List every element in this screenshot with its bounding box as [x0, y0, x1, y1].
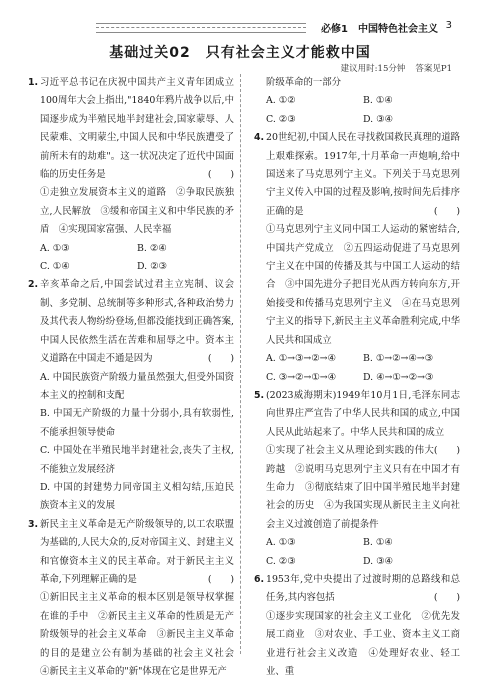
page-header [28, 20, 452, 36]
option-b[interactable]: B. ①④ [363, 95, 393, 107]
question-items: ①走独立发展资本主义的道路 ②争取民族独立,人民解放 ③缓和帝国主义和中华民族的矛盾 ④实现国家富强、人民幸福 [40, 187, 234, 236]
option-b[interactable]: B. ②④ [137, 242, 167, 254]
options [40, 240, 234, 277]
question-items: ①逐步实现国家的社会主义工业化 ②优先发展工商业 ③对农业、手工业、资本主义工商业进行社会主义改造 ④处理好农业、轻工业、重 [266, 610, 460, 677]
column-divider [240, 74, 241, 654]
option-a[interactable]: A. 中国民族资产阶级力量虽然强大,但受外国资本主义的控制和支配 [40, 371, 234, 401]
question-stem: 新民主主义革命是无产阶级领导的,以工农联盟为基础的,人民大众的,反对帝国主义、封建主义和官僚资本主义的民主革命。对于新民主主义革命,下列理解正确的是 [40, 518, 234, 585]
question-stem: (2023威海期末)1949年10月1日,毛泽东同志向世界庄严宣告了中华人民共和国的成立,中国人民从此站起来了。中华人民共和国的成立 [266, 389, 460, 438]
option-d[interactable]: D. ②③ [137, 261, 167, 273]
answer-paren: ( ) [433, 592, 460, 604]
answer-paren: ( ) [207, 169, 234, 181]
answer-reference: 答案见P1 [415, 64, 452, 74]
question-stem: 习近平总书记在庆祝中国共产主义青年团成立100周年大会上指出,"1840年鸦片战争以后,中国逐步成为半殖民地半封建社会,国家蒙辱、人民蒙难、文明蒙尘,中国人民和中华民族遭受了前所未有的劫难"。这一状况决定了近代中国面临的历史任务是 [40, 77, 234, 181]
question-3 [28, 516, 244, 681]
answer-paren: ( ) [433, 205, 460, 217]
meta-line [341, 62, 452, 74]
option-c[interactable]: C. ①④ [40, 261, 70, 273]
option-c[interactable]: C. ②③ [266, 555, 296, 567]
option-d[interactable]: D. ③④ [363, 113, 393, 125]
header-rule [96, 23, 306, 33]
option-b[interactable]: B. ①→②→④→③ [363, 353, 434, 365]
question-6 [254, 571, 460, 681]
question-number: 5. [254, 389, 265, 401]
question-number: 6. [254, 573, 265, 585]
header-section: 必修1 中国特色社会主义 [321, 24, 438, 35]
answer-paren: ( ) [207, 353, 234, 365]
option-c[interactable]: C. ③→②→①→④ [266, 371, 336, 383]
question-items: ①实现了社会主义从理论到实践的伟大跨越 ②说明马克思列宁主义只有在中国才有生命力 ③彻底结束了旧中国半殖民地半封建社会的历史 ④为我国实现从新民主主义向社会主义过渡创造了前提条件 [266, 445, 460, 530]
option-c[interactable]: C. ②③ [266, 113, 296, 125]
page-number: 3 [445, 20, 452, 31]
question-number: 3. [28, 518, 39, 530]
options [266, 350, 460, 387]
question-items: ①新旧民主主义革命的根本区别是领导权掌握在谁的手中 ②新民主主义革命的性质是无产阶级领导的社会主义革命 ③新民主主义革命的目的是建立公有制为基础的社会主义社会 ④新民主主义革命的"新"体现在它是世界无产 [40, 592, 244, 677]
question-stem: 辛亥革命之后,中国尝试过君主立宪制、议会制、多党制、总统制等多种形式,各种政治势力及其代表人物纷纷登场,但都没能找到正确答案,中国人民依然生活在苦难和屈辱之中。资本主义道路在中国走不通是因为 [40, 279, 234, 365]
option-d[interactable]: D. ③④ [363, 555, 393, 567]
question-stem: 20世纪初,中国人民在寻找救国救民真理的道路上艰难探索。1917年,十月革命一声炮响,给中国送来了马克思列宁主义。下列关于马克思列宁主义传入中国的过程及影响,按时间先后排序正确的是 [266, 132, 460, 217]
left-column [28, 74, 244, 681]
option-a[interactable]: A. ①→③→②→④ [266, 353, 336, 365]
question-items: ①马克思列宁主义同中国工人运动的紧密结合,中国共产党成立 ②五四运动促进了马克思列宁主义在中国的传播及其与中国工人运动的结合 ③中国先进分子把目光从西方转向东方,开始接受和传播马克思列宁主义 ④在马克思列宁主义的指导下,新民主主义革命胜利完成,中华人民共和国成立 [266, 224, 460, 346]
right-column [254, 74, 460, 681]
option-c[interactable]: C. 中国处在半殖民地半封建社会,丧失了主权,不能独立发展经济 [40, 445, 234, 475]
options [266, 92, 460, 129]
question-number: 2. [28, 279, 39, 291]
suggested-time: 建议用时:15分钟 [340, 64, 406, 74]
question-items-continued: 阶级革命的一部分 [266, 77, 342, 88]
question-stem: 1953年,党中央提出了过渡时期的总路线和总任务,其内容包括 [266, 573, 460, 604]
option-a[interactable]: A. ①③ [266, 537, 296, 549]
page-title: 基础过关02 只有社会主义才能救中国 [109, 45, 371, 61]
question-5 [254, 387, 460, 571]
option-b[interactable]: B. ①④ [363, 537, 393, 549]
question-number: 4. [254, 132, 265, 144]
question-3-continued [254, 74, 460, 129]
option-d[interactable]: D. 中国的封建势力同帝国主义相勾结,压迫民族资本主义的发展 [40, 481, 234, 512]
question-2 [28, 276, 234, 515]
option-d[interactable]: D. ④→①→②→③ [363, 371, 434, 383]
question-number: 1. [28, 77, 39, 88]
option-a[interactable]: A. ①② [266, 95, 296, 107]
question-4 [254, 129, 460, 387]
option-b[interactable]: B. 中国无产阶级的力量十分弱小,具有软弱性,不能承担领导使命 [40, 408, 234, 438]
options [266, 534, 460, 571]
question-1 [28, 74, 234, 276]
answer-paren: ( ) [433, 445, 460, 457]
answer-paren: ( ) [207, 573, 234, 585]
option-a[interactable]: A. ①③ [40, 242, 70, 254]
